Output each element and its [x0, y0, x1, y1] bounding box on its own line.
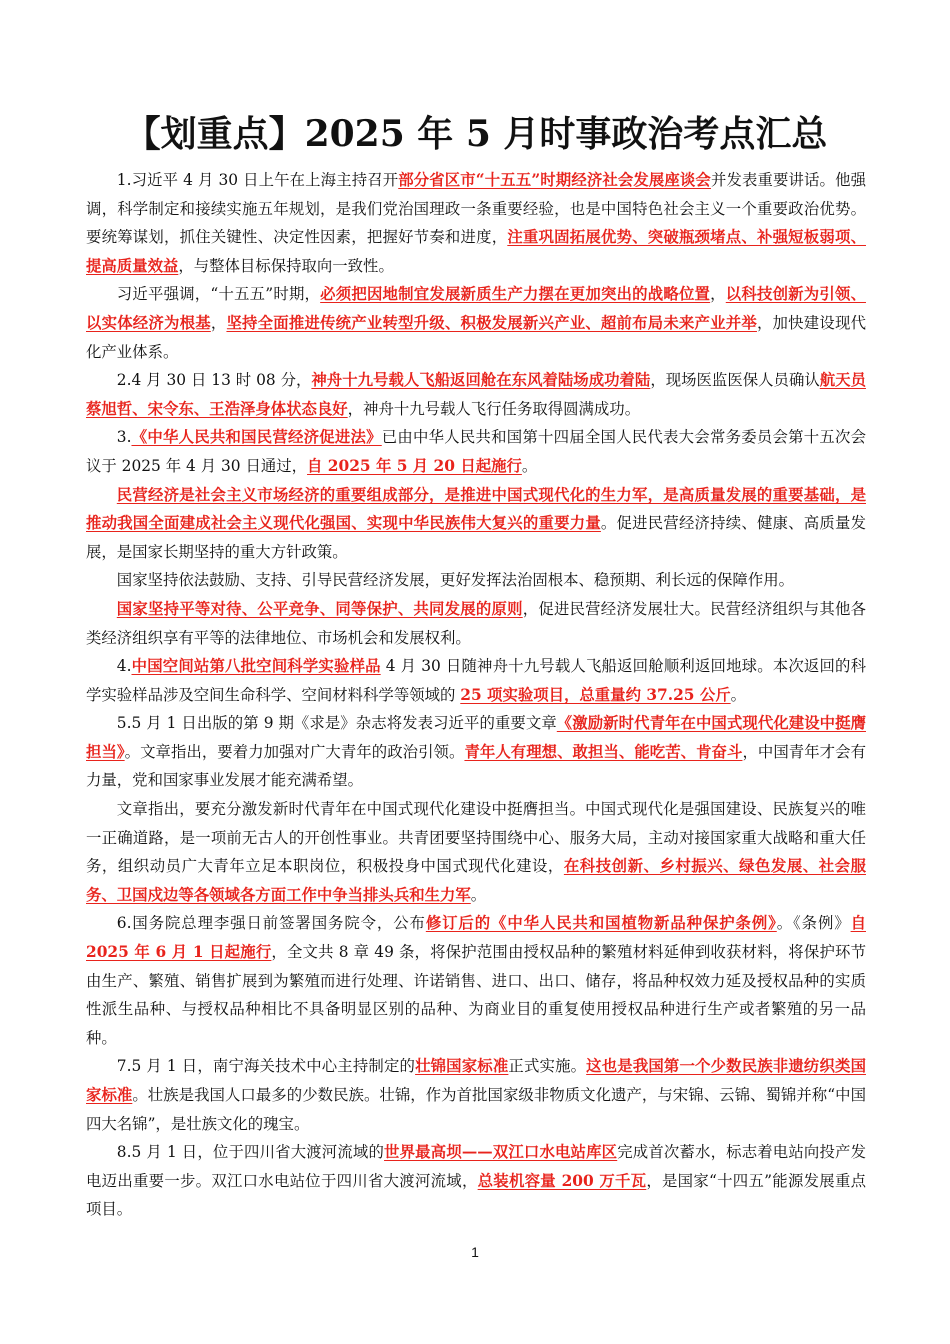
highlighted-text: 25 项实验项目，总重量约 37.25 公斤: [460, 685, 731, 704]
body-text: 国家坚持依法鼓励、支持、引导民营经济发展，更好发挥法治固根本、稳预期、利长远的保障作用。: [116, 571, 794, 590]
highlighted-text: 修订后的《中华人民共和国植物新品种保护条例》: [425, 914, 777, 933]
body-text: 2.4 月 30 日 13 时 08 分，: [116, 371, 312, 390]
highlighted-text: 总装机容量 200 万千瓦: [477, 1171, 647, 1190]
highlighted-text: 《中华人民共和国民营经济促进法》: [131, 428, 382, 447]
body-text: 4.: [116, 657, 132, 676]
paragraph: [86, 795, 866, 909]
body-text: 文章指出，要充分激发新时代青年在中国式现代化建设中挺膺担当。中国式现代化是强国建设、民族复兴的唯一正确道路，是一项前无古人的开创性事业。共青团要坚持围绕中心、服务大局，主动对接国家重大战略和重大任务，组织动员广大青年立足本职岗位，积极投身中国式现代化建设，: [86, 800, 866, 876]
page-number: 1: [471, 1244, 479, 1260]
document-page: [86, 110, 866, 1224]
body-text: ，现场医监医保人员确认: [650, 371, 820, 390]
body-text: ，是国家“十四五”能源发展重点项目。: [86, 1171, 866, 1219]
body-text: 。: [470, 885, 487, 904]
highlighted-text: 自 2025 年 6 月 1 日起施行: [86, 914, 866, 962]
paragraph: [86, 909, 866, 1052]
highlighted-text: 在科技创新、乡村振兴、绿色发展、社会服务、卫国戍边等各领域各方面工作中争当排头兵和生力军: [86, 857, 866, 904]
body-text: 1.习近平 4 月 30 日上午在上海主持召开: [116, 171, 399, 189]
paragraph: [86, 1138, 866, 1224]
highlighted-text: 坚持全面推进传统产业转型升级、积极发展新兴产业、超前布局未来产业并举: [226, 313, 757, 332]
body-text: ，促进民营经济发展壮大。民营经济组织与其他各类经济组织享有平等的法律地位、市场机会和发展权利。: [86, 599, 866, 647]
paragraph: [86, 595, 866, 652]
body-text: 。促进民营经济持续、健康、高质量发展，是国家长期坚持的重大方针政策。: [86, 514, 866, 561]
highlighted-text: 这也是我国第一个少数民族非遗纺织类国家标准: [86, 1057, 866, 1104]
body-text: 8.5 月 1 日，位于四川省大渡河流域的: [116, 1143, 385, 1162]
body-text: ，神舟十九号载人飞行任务取得圆满成功。: [347, 399, 641, 418]
body-text: 。文章指出，要着力加强对广大青年的政治引领。: [124, 742, 465, 761]
paragraph: [86, 423, 866, 480]
highlighted-text: 世界最高坝——双江口水电站库区: [384, 1143, 618, 1162]
body-text: 5.5 月 1 日出版的第 9 期《求是》杂志将发表习近平的重要文章: [116, 714, 557, 733]
body-text: 7.5 月 1 日，南宁海关技术中心主持制定的: [116, 1057, 416, 1076]
highlighted-text: 以科技创新为引领、以实体经济为根基: [86, 285, 866, 332]
highlighted-text: 必须把因地制宜发展新质生产力摆在更加突出的战略位置: [320, 285, 711, 304]
body-text: 6.国务院总理李强日前签署国务院令，公布: [116, 914, 426, 933]
body-text: 。壮族是我国人口最多的少数民族。壮锦，作为首批国家级非物质文化遗产，与宋锦、云锦、蜀锦并称“中国四大名锦”，是壮族文化的瑰宝。: [86, 1086, 866, 1133]
body-text: 完成首次蓄水，标志着电站向投产发电迈出重要一步。双江口水电站位于四川省大渡河流域，: [86, 1143, 866, 1190]
highlighted-text: 民营经济是社会主义市场经济的重要组成部分，是推进中国式现代化的生力军，是高质量发展的重要基础，是推动我国全面建成社会主义现代化强国、实现中华民族伟大复兴的重要力量: [86, 485, 866, 533]
paragraph: [86, 709, 866, 795]
highlighted-text: 青年人有理想、敢担当、能吃苦、肯奋斗: [464, 742, 743, 761]
body-text: 4 月 30 日随神舟十九号载人飞船返回舱顺利返回地球。本次返回的科学实验样品涉及空间生命科学、空间材料科学等领域的: [86, 657, 866, 704]
body-text: 。《条例》: [776, 914, 851, 933]
highlighted-text: 自 2025 年 5 月 20 日起施行: [307, 456, 522, 475]
paragraph: [86, 166, 866, 280]
paragraph: [86, 652, 866, 709]
paragraph: [86, 366, 866, 423]
body-text: ，: [210, 313, 227, 332]
body-text: 并发表重要讲话。他强调，科学制定和接续实施五年规划，是我们党治国理政一条重要经验，也是中国特色社会主义一个重要政治优势。要统筹谋划，抓住关键性、决定性因素，把握好节奏和进度，: [86, 171, 866, 247]
highlighted-text: 壮锦国家标准: [415, 1057, 509, 1076]
highlighted-text: 国家坚持平等对待、公平竞争、同等保护、共同发展的原则: [116, 599, 523, 618]
body-text: ，: [710, 285, 726, 304]
page-title: 【划重点】2025 年 5 月时事政治考点汇总: [124, 113, 828, 155]
paragraph: [86, 280, 866, 366]
body-text: 。: [521, 456, 538, 475]
highlighted-text: 部分省区市“十五五”时期经济社会发展座谈会: [398, 171, 711, 189]
body-text: 3.: [116, 428, 132, 447]
highlighted-text: 注重巩固拓展优势、突破瓶颈堵点、补强短板弱项、提高质量效益: [86, 228, 866, 275]
document-body: [86, 166, 866, 1224]
highlighted-text: 神舟十九号载人飞船返回舱在东风着陆场成功着陆: [311, 371, 651, 390]
body-text: ，加快建设现代化产业体系。: [86, 313, 866, 361]
highlighted-text: 中国空间站第八批空间科学实验样品: [131, 657, 381, 676]
paragraph: [86, 481, 866, 567]
body-text: ，与整体目标保持取向一致性。: [178, 256, 394, 275]
body-text: 正式实施。: [508, 1057, 587, 1076]
body-text: 习近平强调，“十五五”时期，: [116, 285, 321, 304]
highlighted-text: 《激励新时代青年在中国式现代化建设中挺膺担当》: [86, 714, 866, 761]
body-text: 已由中华人民共和国第十四届全国人民代表大会常务委员会第十五次会议于 2025 年 4 月 30 日通过，: [86, 428, 866, 475]
paragraph: [86, 566, 866, 595]
body-text: ，中国青年才会有力量，党和国家事业发展才能充满希望。: [86, 742, 866, 790]
paragraph: [86, 1052, 866, 1138]
body-text: ，全文共 8 章 49 条，将保护范围由授权品种的繁殖材料延伸到收获材料，将保护环节由生产、繁殖、销售扩展到为繁殖而进行处理、许诺销售、进口、出口、储存，将品种权效力延及授权品种的实质性派生品种、与授权品种相比不具备明显区别的品种、为商业目的重复使用授权品种进行生产或者繁殖的另一品种。: [86, 943, 866, 1047]
highlighted-text: 航天员蔡旭哲、宋令东、王浩泽身体状态良好: [86, 371, 866, 418]
body-text: 。: [730, 685, 747, 704]
